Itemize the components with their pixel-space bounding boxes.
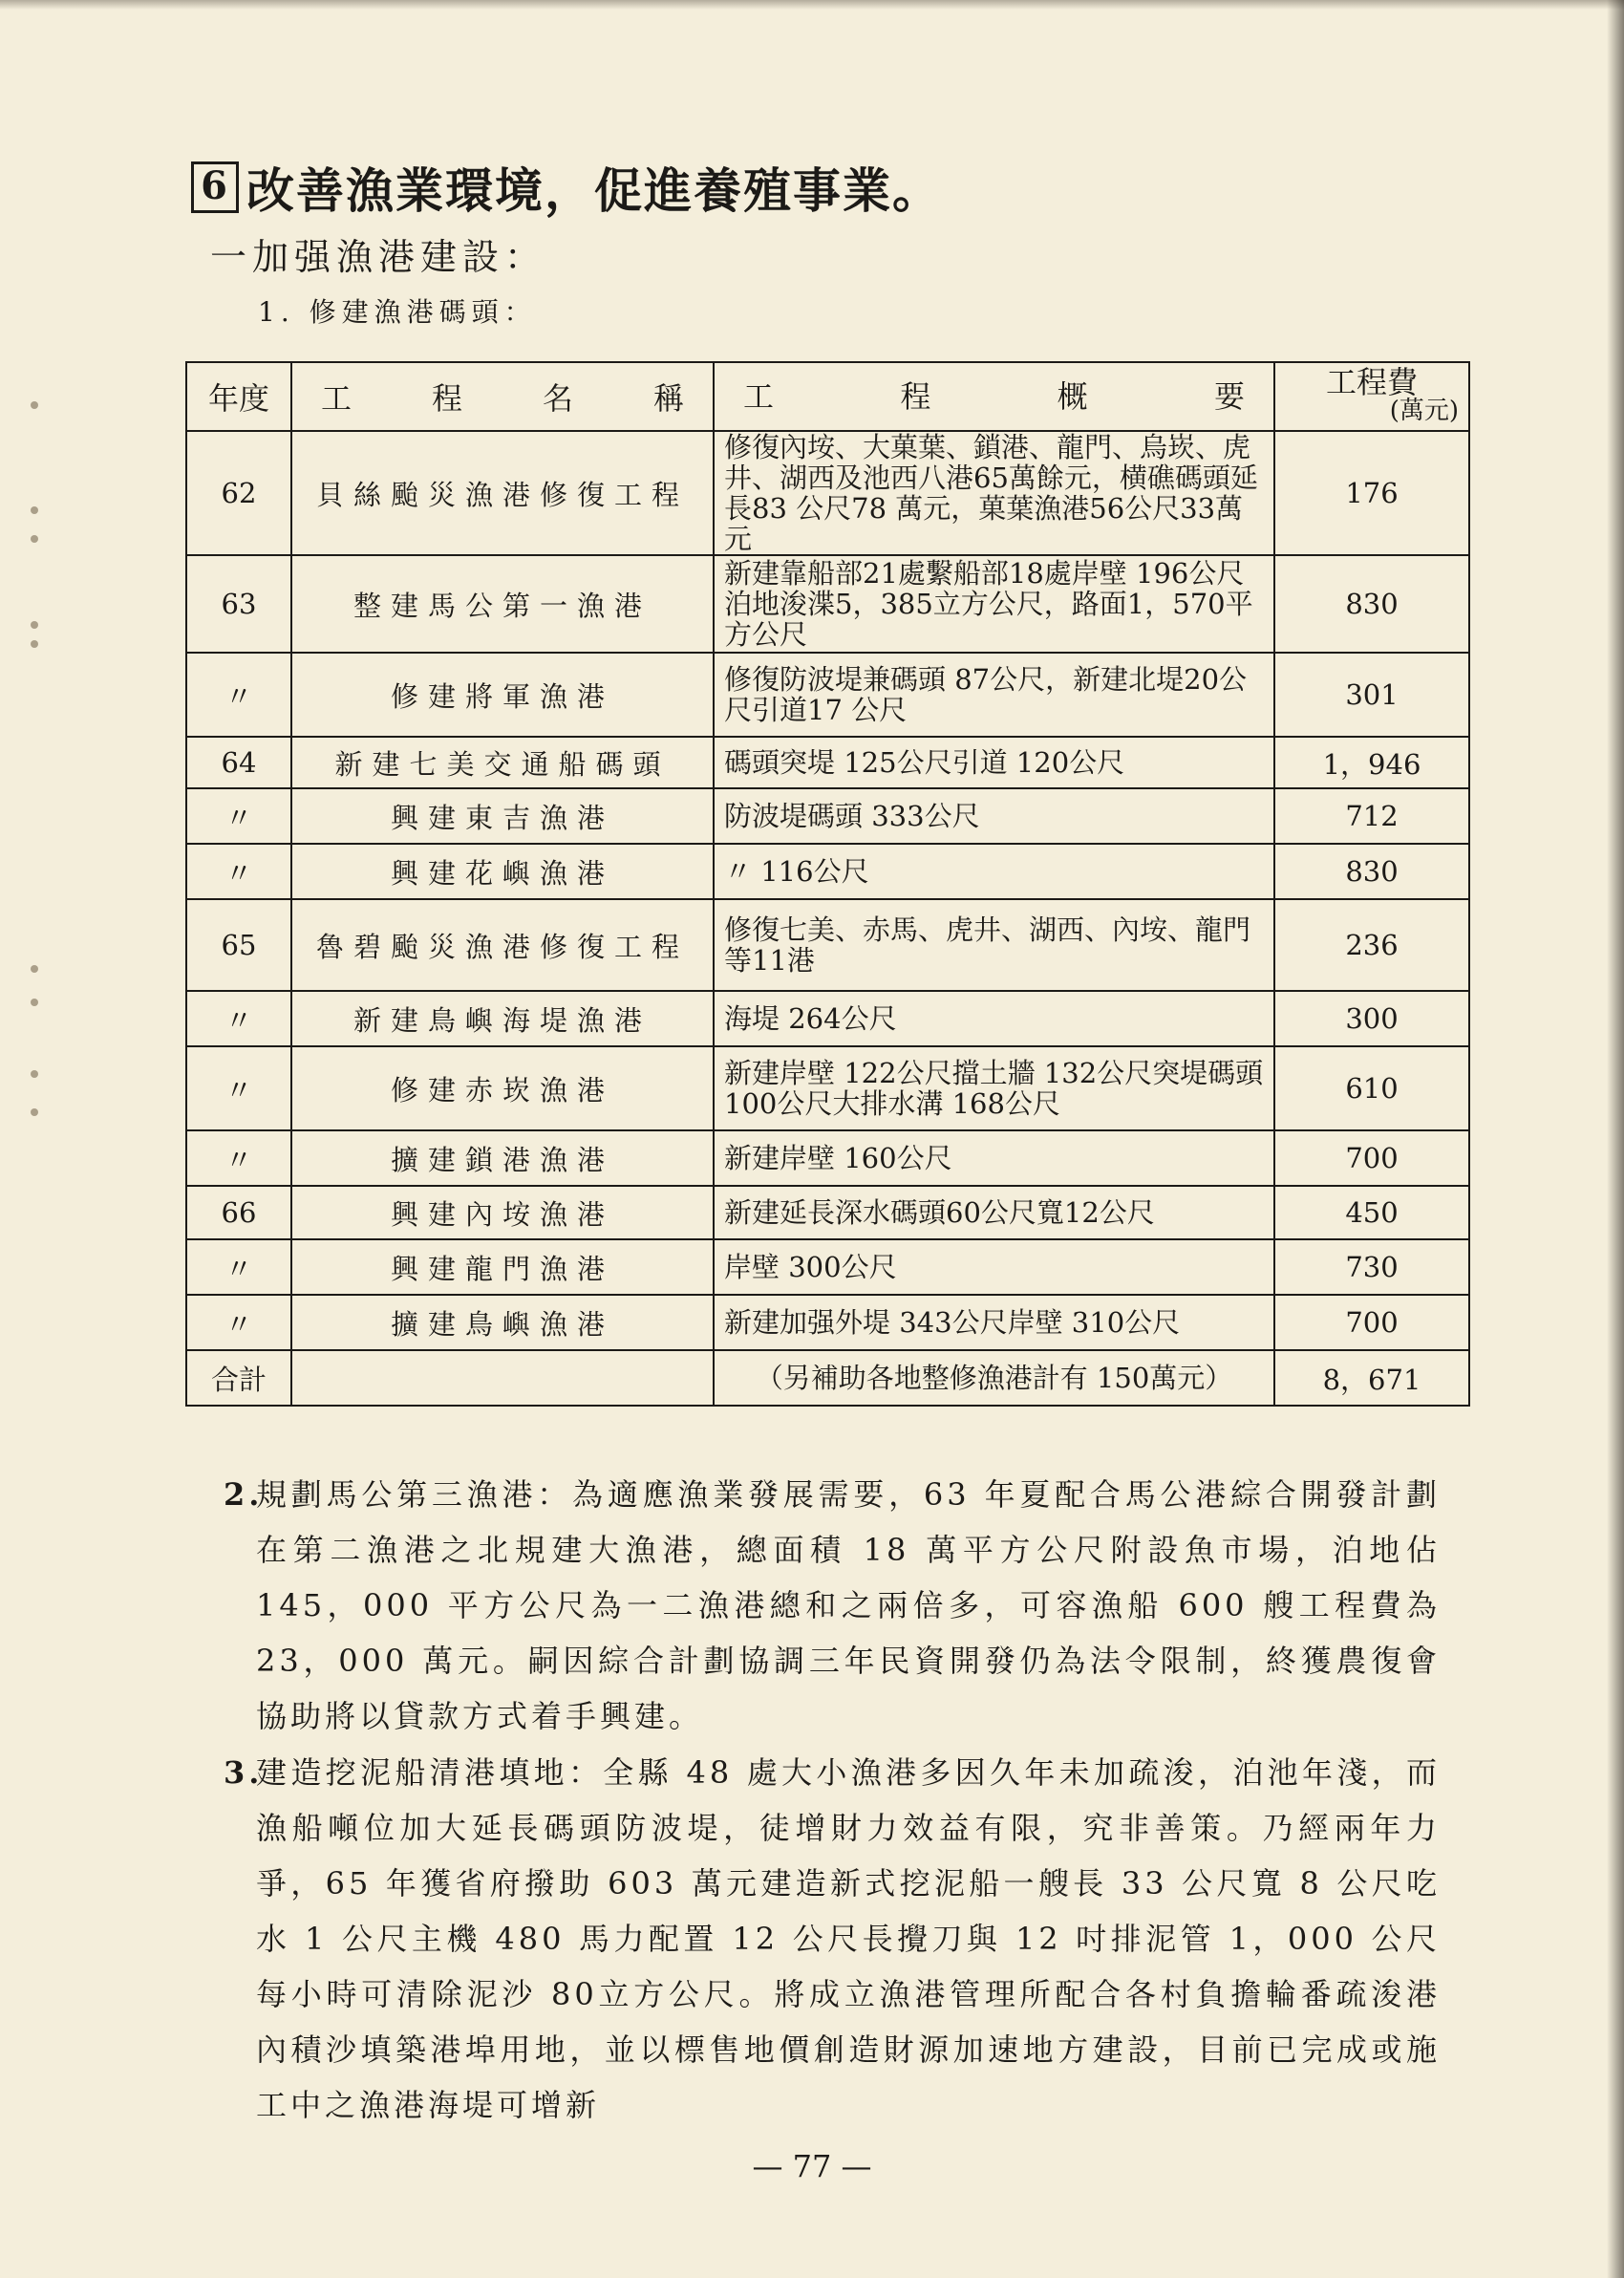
row-cost: 712 [1274,788,1469,844]
header-name-char: 工 [321,380,353,417]
row-project-name: 興建花嶼漁港 [291,844,714,899]
binder-mark-icon [31,401,38,409]
header-summary-char: 程 [900,378,931,415]
row-year: 〃 [186,1239,291,1295]
table-row [186,1239,1469,1295]
binder-marks [27,382,55,1147]
row-year: 66 [186,1186,291,1239]
row-project-summary: 新建岸壁 160公尺 [714,1130,1274,1186]
paragraph-2-number: 2. [224,1476,264,1513]
row-cost: 1，946 [1274,737,1469,788]
binder-mark-icon [31,999,38,1006]
row-cost: 301 [1274,653,1469,737]
section-title-text: 改善漁業環境，促進養殖事業。 [246,162,942,219]
header-cost-unit: (萬元) [1389,397,1459,425]
subsection-title: 一加强漁港建設： [210,236,547,278]
row-cost: 730 [1274,1239,1469,1295]
page-number: — 77 — [752,2148,872,2184]
row-cost: 700 [1274,1130,1469,1186]
table-total-row [186,1350,1469,1406]
row-project-summary: 新建岸壁 122公尺擋土牆 132公尺突堤碼頭 100公尺大排水溝 168公尺 [714,1046,1274,1130]
header-name-char: 稱 [652,380,684,417]
row-project-summary: 岸壁 300公尺 [714,1239,1274,1295]
row-project-summary: 海堤 264公尺 [714,991,1274,1046]
row-cost: 610 [1274,1046,1469,1130]
total-label: 合計 [186,1350,291,1406]
row-project-name: 興建內垵漁港 [291,1186,714,1239]
harbor-works-table [185,361,1470,1407]
paragraph-3-text: 建造挖泥船清港填地：全縣 48 處大小漁港多因久年未加疏浚，泊池年淺，而漁船噸位加大延長碼頭防波堤，徒增財力效益有限，究非善策。乃經兩年力爭，65 年獲省府撥助 603 萬元建造新式挖泥船一艘長 33 公尺寬 8 公尺吃水 1 公尺主機 480 馬力配置 12 公尺長攪刀與 12 吋排泥管 1，000 公尺每小時可清除泥沙 80立方公尺。將成立漁港管理所配合各村負擔輪番疏浚港內積沙填築港埠用地，並以標售地價創造財源加速地方建設，目前已完成或施工中之漁港海堤可增新 [256,1754,1441,2123]
row-project-name: 修建將軍漁港 [291,653,714,737]
row-project-summary: 防波堤碼頭 333公尺 [714,788,1274,844]
header-summary-char: 工 [743,378,775,415]
row-project-name: 擴建鳥嶼漁港 [291,1295,714,1350]
paragraph-3 [224,1745,1441,2133]
header-cost-label: 工程費 [1325,364,1418,400]
row-project-summary: 新建加强外堤 343公尺岸壁 310公尺 [714,1295,1274,1350]
row-project-name: 新建七美交通船碼頭 [291,737,714,788]
total-name [291,1350,714,1406]
row-project-name: 修建赤崁漁港 [291,1046,714,1130]
table-row [186,1046,1469,1130]
header-project-summary [714,362,1274,431]
row-cost: 300 [1274,991,1469,1046]
row-project-summary: 修復七美、赤馬、虎井、湖西、內垵、龍門等11港 [714,899,1274,991]
row-year: 〃 [186,1046,291,1130]
table-row [186,899,1469,991]
row-year: 65 [186,899,291,991]
row-project-summary: 〃 116公尺 [714,844,1274,899]
row-cost: 176 [1274,431,1469,555]
row-project-summary: 新建靠船部21處繫船部18處岸壁 196公尺泊地浚渫5，385立方公尺，路面1，570平方公尺 [714,555,1274,653]
table-row [186,788,1469,844]
row-project-summary: 修復內垵、大菓葉、鎖港、龍門、烏崁、虎井、湖西及池西八港65萬餘元，横礁碼頭延長83 公尺78 萬元，菓葉漁港56公尺33萬元 [714,431,1274,555]
binder-mark-icon [31,1070,38,1078]
row-project-summary: 修復防波堤兼碼頭 87公尺，新建北堤20公尺引道17 公尺 [714,653,1274,737]
table-row [186,991,1469,1046]
row-project-name: 興建東吉漁港 [291,788,714,844]
table-row [186,653,1469,737]
header-project-name [291,362,714,431]
page-top-edge [0,0,1624,10]
row-year: 〃 [186,653,291,737]
table-row [186,1295,1469,1350]
page-right-edge [1607,0,1624,2278]
binder-mark-icon [31,1108,38,1116]
row-cost: 830 [1274,555,1469,653]
row-cost: 450 [1274,1186,1469,1239]
row-year: 〃 [186,844,291,899]
binder-mark-icon [31,506,38,514]
table-body [186,431,1469,1350]
table-row [186,1130,1469,1186]
header-cost [1274,362,1469,431]
row-year: 〃 [186,991,291,1046]
row-year: 〃 [186,788,291,844]
table-row [186,431,1469,555]
header-summary-char: 要 [1213,378,1245,415]
item-1-heading: 1. 修建漁港碼頭： [258,296,537,328]
row-project-name: 整建馬公第一漁港 [291,555,714,653]
row-cost: 830 [1274,844,1469,899]
row-project-summary: 碼頭突堤 125公尺引道 120公尺 [714,737,1274,788]
total-cost: 8，671 [1274,1350,1469,1406]
table-row [186,1186,1469,1239]
row-year: 63 [186,555,291,653]
row-project-name: 魯碧颱災漁港修復工程 [291,899,714,991]
binder-mark-icon [31,621,38,629]
row-year: 〃 [186,1295,291,1350]
total-summary: （另補助各地整修漁港計有 150萬元） [714,1350,1274,1406]
paragraph-3-number: 3. [224,1754,264,1791]
row-cost: 700 [1274,1295,1469,1350]
row-year: 62 [186,431,291,555]
table-header-row [186,362,1469,431]
row-project-summary: 新建延長深水碼頭60公尺寬12公尺 [714,1186,1274,1239]
header-name-char: 程 [431,380,462,417]
row-project-name: 貝絲颱災漁港修復工程 [291,431,714,555]
header-name-char: 名 [542,380,573,417]
row-project-name: 興建龍門漁港 [291,1239,714,1295]
section-number: 6 [191,161,239,213]
paragraph-2-text: 規劃馬公第三漁港：為適應漁業發展需要，63 年夏配合馬公港綜合開發計劃在第二漁港之北規建大漁港，總面積 18 萬平方公尺附設魚市場，泊地佔 145，000 平方公尺為一二漁港總和之兩倍多，可容漁船 600 艘工程費為 23，000 萬元。嗣因綜合計劃協調三年民資開發仍為法令限制，終獲農復會協助將以貸款方式着手興建。 [256,1476,1441,1734]
row-project-name: 新建鳥嶼海堤漁港 [291,991,714,1046]
row-cost: 236 [1274,899,1469,991]
binder-mark-icon [31,535,38,543]
row-year: 64 [186,737,291,788]
section-title [191,153,942,222]
binder-mark-icon [31,640,38,648]
header-year: 年度 [186,362,291,431]
header-summary-char: 概 [1057,378,1088,415]
table-row [186,555,1469,653]
binder-mark-icon [31,965,38,973]
paragraph-2 [224,1467,1441,1744]
row-project-name: 擴建鎖港漁港 [291,1130,714,1186]
row-year: 〃 [186,1130,291,1186]
table-row [186,844,1469,899]
table-row [186,737,1469,788]
